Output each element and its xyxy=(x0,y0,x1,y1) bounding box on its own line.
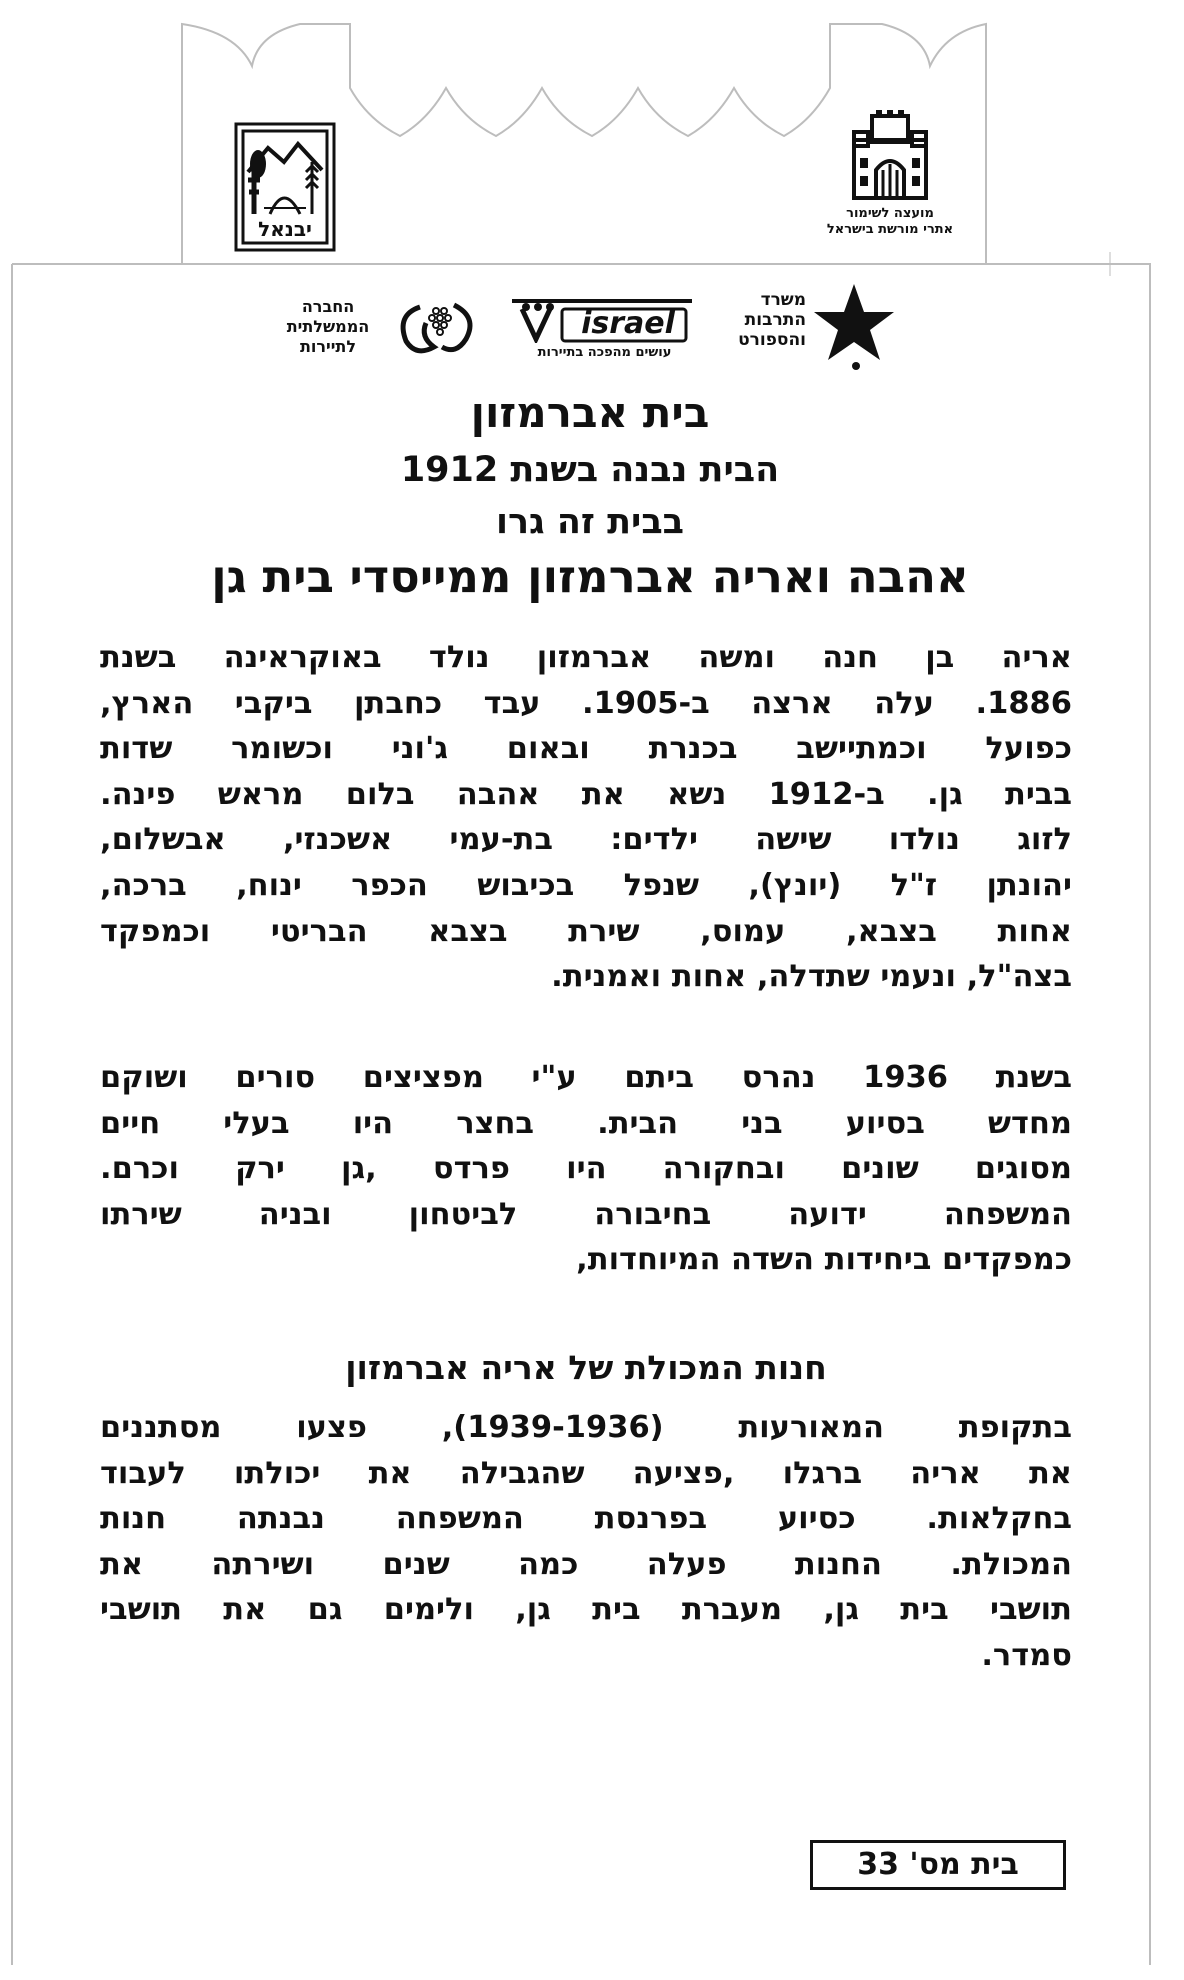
biography-paragraph xyxy=(100,635,1072,1000)
israel-wordmark: israel xyxy=(581,306,675,341)
running-figure-star-icon xyxy=(812,282,896,370)
ministry-logo-line1: משרד xyxy=(760,290,806,310)
biography-line: בצה"ל, ונעמי שתדלה, אחות ואמנית. xyxy=(551,959,1072,995)
grocery-shop-paragraph xyxy=(100,1405,1072,1679)
grocery-shop-line: בחקלאות. כסיוע בפרנסת המשפחה נבנתה חנות xyxy=(100,1501,1072,1537)
house-history-line: כמפקדים ביחידות השדה המיוחדות, xyxy=(576,1242,1072,1278)
biography-line: אריה בן חנה ומשה אברמזון נולד באוקראינה בשנת xyxy=(100,640,1072,675)
grocery-shop-line: בתקופת המאורעות (1939-1936), פצעו מסתננים xyxy=(100,1410,1072,1445)
tourism-company-line3: לתיירות xyxy=(299,337,357,356)
biography-line: 1886. עלה ארצה ב-1905. עבד כחבתן ביקבי הארץ, xyxy=(100,685,1072,721)
house-name-title: בית אברמזון xyxy=(470,388,710,437)
grocery-shop-line: תושבי בית גן, מעברת בית גן, ולימים גם את תושבי xyxy=(100,1592,1072,1628)
biography-line: כפועל וכמתיישב בכנרת ובאום ג'וני וכשומר שדות xyxy=(100,731,1072,767)
grocery-shop-line: את אריה ברגלו ,פציעה שהגבילה את יכולתו לעבוד xyxy=(100,1455,1072,1491)
council-logo-line2: אתרי מורשת בישראל xyxy=(826,222,954,237)
tourism-company-line1: החברה xyxy=(301,297,355,316)
israel-tourism-tagline: עושים מהפכה בתיירות xyxy=(537,345,672,360)
house-history-line: המשפחה ידועה בחיבורה לביטחון ובניה שירתו xyxy=(100,1196,1072,1232)
ministry-logo-line3: והספורט xyxy=(738,330,806,350)
yavneel-emblem xyxy=(234,122,336,252)
council-preservation-logo xyxy=(785,110,995,260)
house-number-badge: בית מס' 33 xyxy=(810,1840,1066,1890)
residents-line: אהבה ואריה אברמזון ממייסדי בית גן xyxy=(211,550,969,603)
grocery-shop-line: המכולת. החנות פעלה כמה שנים ושירתה את xyxy=(100,1546,1072,1582)
gate-icon xyxy=(850,110,930,202)
tourism-company-line2: הממשלתית xyxy=(286,317,370,336)
council-logo-line1: מועצה לשימור xyxy=(846,206,934,221)
grapes-icon xyxy=(390,295,480,361)
ministry-logo-line2: התרבות xyxy=(744,310,806,330)
biography-line: לזוג נולדו שישה ילדים: בת-עמי אשכנזי, אבשלום, xyxy=(100,822,1072,858)
government-tourism-company-logo xyxy=(265,295,480,375)
house-history-line: מסוגים שונים ובחקורה היו פרדס ,גן ירק וכרם. xyxy=(100,1151,1072,1187)
biography-line: אחות בצבא, עמוס, שירת בצבא הבריטי וכמפקד xyxy=(100,913,1072,949)
biography-line: יהונתן ז"ל (יונץ), שנפל בכיבוש הכפר ינוח, ברכה, xyxy=(100,867,1072,903)
grocery-shop-heading: חנות המכולת של אריה אברמזון xyxy=(345,1348,827,1387)
biography-line: בבית גן. ב-1912 נשא את אהבה בלום מראש פינה. xyxy=(100,776,1073,812)
lived-here-line: בבית זה גרו xyxy=(495,502,685,542)
built-year-line: הבית נבנה בשנת 1912 xyxy=(400,450,780,490)
house-history-line: מחדש בסיוע בני הבית. בחצר היו בעלי חיים xyxy=(100,1105,1072,1141)
house-history-paragraph xyxy=(100,1055,1072,1283)
ministry-culture-sport-logo xyxy=(716,280,896,370)
israel-tourism-logo xyxy=(512,295,692,375)
grocery-shop-line: סמדר. xyxy=(981,1637,1072,1673)
yavneel-emblem-name: יבנאל xyxy=(258,217,312,241)
house-history-line: בשנת 1936 נהרס ביתם ע"י מפציצים סורים ושוקם xyxy=(100,1060,1072,1095)
